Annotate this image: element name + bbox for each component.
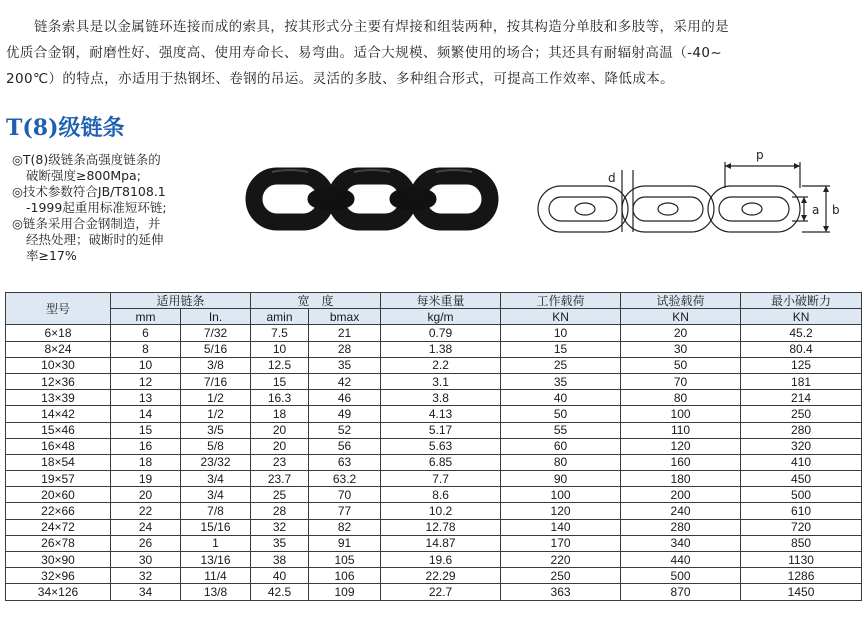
table-cell: 280 xyxy=(621,519,741,535)
table-cell: 220 xyxy=(501,552,621,568)
table-cell: 280 xyxy=(741,422,862,438)
table-cell: 15 xyxy=(501,341,621,357)
table-cell: 13 xyxy=(111,390,181,406)
table-cell: 250 xyxy=(741,406,862,422)
diameter-label: d xyxy=(608,171,616,185)
model-cell: 18×54 xyxy=(6,454,111,470)
table-subheader-row xyxy=(6,309,862,325)
table-row xyxy=(6,471,862,487)
table-cell: 1/2 xyxy=(181,390,251,406)
table-cell: 6.85 xyxy=(381,454,501,470)
table-cell: 125 xyxy=(741,357,862,373)
table-cell: 109 xyxy=(309,584,381,600)
feature-line: 率≥17% xyxy=(26,248,77,263)
table-cell: 240 xyxy=(621,503,741,519)
model-cell: 19×57 xyxy=(6,471,111,487)
outer-width-label: b xyxy=(832,203,840,217)
unit-header: KN xyxy=(501,309,621,325)
model-cell: 22×66 xyxy=(6,503,111,519)
model-cell: 6×18 xyxy=(6,325,111,341)
table-cell: 42 xyxy=(309,373,381,389)
table-cell: 3/8 xyxy=(181,357,251,373)
table-cell: 20 xyxy=(251,422,309,438)
table-cell: 35 xyxy=(251,535,309,551)
table-cell: 1 xyxy=(181,535,251,551)
table-cell: 8 xyxy=(111,341,181,357)
table-row xyxy=(6,535,862,551)
table-cell: 7/32 xyxy=(181,325,251,341)
table-cell: 35 xyxy=(501,373,621,389)
table-cell: 870 xyxy=(621,584,741,600)
table-cell: 500 xyxy=(621,568,741,584)
table-cell: 610 xyxy=(741,503,862,519)
unit-header: In. xyxy=(181,309,251,325)
table-cell: 3/4 xyxy=(181,487,251,503)
table-cell: 1/2 xyxy=(181,406,251,422)
table-cell: 5/16 xyxy=(181,341,251,357)
table-cell: 70 xyxy=(309,487,381,503)
table-cell: 25 xyxy=(251,487,309,503)
table-cell: 10.2 xyxy=(381,503,501,519)
table-cell: 100 xyxy=(621,406,741,422)
col-proof-header: 试验载荷 xyxy=(621,293,741,309)
table-cell: 4.13 xyxy=(381,406,501,422)
model-cell: 26×78 xyxy=(6,535,111,551)
table-cell: 1286 xyxy=(741,568,862,584)
model-cell: 14×42 xyxy=(6,406,111,422)
table-cell: 12.78 xyxy=(381,519,501,535)
table-cell: 363 xyxy=(501,584,621,600)
table-cell: 450 xyxy=(741,471,862,487)
table-cell: 5.63 xyxy=(381,438,501,454)
col-width-header: 宽 度 xyxy=(251,293,381,309)
feature-line: 经热处理；破断时的延伸 xyxy=(26,232,164,247)
table-row xyxy=(6,357,862,373)
table-cell: 7.5 xyxy=(251,325,309,341)
table-cell: 2.2 xyxy=(381,357,501,373)
table-cell: 28 xyxy=(309,341,381,357)
table-row xyxy=(6,438,862,454)
table-cell: 16 xyxy=(111,438,181,454)
table-cell: 14.87 xyxy=(381,535,501,551)
table-cell: 70 xyxy=(621,373,741,389)
intro-line: 优质合金钢，耐磨性好、强度高、使用寿命长、易弯曲。适合大规模、频繁使用的场合；其还具有耐辐射高温（-40~ xyxy=(6,45,723,61)
table-cell: 25 xyxy=(501,357,621,373)
table-row xyxy=(6,503,862,519)
table-header-row xyxy=(6,293,862,309)
table-cell: 32 xyxy=(111,568,181,584)
table-cell: 10 xyxy=(111,357,181,373)
table-cell: 80.4 xyxy=(741,341,862,357)
table-cell: 18 xyxy=(251,406,309,422)
table-cell: 410 xyxy=(741,454,862,470)
table-cell: 440 xyxy=(621,552,741,568)
feature-line: ◎T(8)级链条高强度链条的 xyxy=(12,152,161,167)
table-cell: 120 xyxy=(621,438,741,454)
table-cell: 14 xyxy=(111,406,181,422)
unit-header: amin xyxy=(251,309,309,325)
table-cell: 45.2 xyxy=(741,325,862,341)
chain-dimension-diagram xyxy=(530,146,850,256)
table-cell: 160 xyxy=(621,454,741,470)
table-cell: 3/5 xyxy=(181,422,251,438)
col-model-header: 型号 xyxy=(6,293,111,325)
table-cell: 15 xyxy=(251,373,309,389)
model-cell: 32×96 xyxy=(6,568,111,584)
table-cell: 56 xyxy=(309,438,381,454)
intro-line: 链条索具是以金属链环连接而成的索具，按其形式分主要有焊接和组装两种，按其构造分单肢和多肢等，采用的是 xyxy=(34,19,729,35)
table-cell: 13/16 xyxy=(181,552,251,568)
table-cell: 46 xyxy=(309,390,381,406)
table-row xyxy=(6,584,862,600)
table-cell: 22.29 xyxy=(381,568,501,584)
table-cell: 55 xyxy=(501,422,621,438)
section-title: T(8)级链条 xyxy=(6,115,125,141)
table-cell: 5.17 xyxy=(381,422,501,438)
table-cell: 340 xyxy=(621,535,741,551)
spec-table-body xyxy=(6,325,862,600)
table-row xyxy=(6,341,862,357)
intro-line: 200℃）的特点，亦适用于热钢坯、卷钢的吊运。灵活的多肢、多种组合形式，可提高工作效率、降低成本。 xyxy=(6,71,675,87)
table-cell: 214 xyxy=(741,390,862,406)
table-row xyxy=(6,568,862,584)
table-cell: 40 xyxy=(251,568,309,584)
table-row xyxy=(6,390,862,406)
table-row xyxy=(6,552,862,568)
table-cell: 82 xyxy=(309,519,381,535)
table-cell: 500 xyxy=(741,487,862,503)
table-cell: 140 xyxy=(501,519,621,535)
table-cell: 250 xyxy=(501,568,621,584)
model-cell: 15×46 xyxy=(6,422,111,438)
unit-header: KN xyxy=(741,309,862,325)
model-cell: 24×72 xyxy=(6,519,111,535)
table-cell: 22.7 xyxy=(381,584,501,600)
model-cell: 30×90 xyxy=(6,552,111,568)
table-cell: 7.7 xyxy=(381,471,501,487)
table-row xyxy=(6,325,862,341)
table-row xyxy=(6,406,862,422)
table-cell: 77 xyxy=(309,503,381,519)
table-cell: 0.79 xyxy=(381,325,501,341)
table-cell: 40 xyxy=(501,390,621,406)
chain-photo-image xyxy=(242,164,507,244)
table-cell: 13/8 xyxy=(181,584,251,600)
table-cell: 10 xyxy=(501,325,621,341)
col-weight-header: 每米重量 xyxy=(381,293,501,309)
table-cell: 32 xyxy=(251,519,309,535)
table-cell: 24 xyxy=(111,519,181,535)
feature-line: ◎技术参数符合JB/T8108.1 xyxy=(12,184,166,199)
table-cell: 15 xyxy=(111,422,181,438)
feature-list xyxy=(12,152,232,264)
table-cell: 100 xyxy=(501,487,621,503)
table-cell: 16.3 xyxy=(251,390,309,406)
table-cell: 170 xyxy=(501,535,621,551)
table-cell: 200 xyxy=(621,487,741,503)
table-cell: 850 xyxy=(741,535,862,551)
table-cell: 320 xyxy=(741,438,862,454)
table-cell: 3/4 xyxy=(181,471,251,487)
model-cell: 13×39 xyxy=(6,390,111,406)
table-cell: 8.6 xyxy=(381,487,501,503)
table-cell: 52 xyxy=(309,422,381,438)
table-cell: 20 xyxy=(621,325,741,341)
table-cell: 20 xyxy=(111,487,181,503)
table-cell: 15/16 xyxy=(181,519,251,535)
table-cell: 22 xyxy=(111,503,181,519)
table-cell: 90 xyxy=(501,471,621,487)
table-cell: 30 xyxy=(111,552,181,568)
table-cell: 23.7 xyxy=(251,471,309,487)
unit-header: kg/m xyxy=(381,309,501,325)
table-cell: 3.8 xyxy=(381,390,501,406)
table-cell: 80 xyxy=(501,454,621,470)
table-cell: 11/4 xyxy=(181,568,251,584)
table-cell: 180 xyxy=(621,471,741,487)
col-wll-header: 工作载荷 xyxy=(501,293,621,309)
table-cell: 120 xyxy=(501,503,621,519)
table-cell: 19 xyxy=(111,471,181,487)
table-row xyxy=(6,373,862,389)
model-cell: 34×126 xyxy=(6,584,111,600)
table-cell: 49 xyxy=(309,406,381,422)
table-cell: 63 xyxy=(309,454,381,470)
col-mbf-header: 最小破断力 xyxy=(741,293,862,309)
table-cell: 23/32 xyxy=(181,454,251,470)
model-cell: 10×30 xyxy=(6,357,111,373)
table-row xyxy=(6,519,862,535)
inner-width-label: a xyxy=(812,203,820,217)
table-cell: 5/8 xyxy=(181,438,251,454)
table-cell: 106 xyxy=(309,568,381,584)
table-cell: 34 xyxy=(111,584,181,600)
table-cell: 1450 xyxy=(741,584,862,600)
table-cell: 6 xyxy=(111,325,181,341)
feature-line: -1999起重用标准短环链; xyxy=(26,200,167,215)
table-cell: 7/8 xyxy=(181,503,251,519)
table-cell: 1130 xyxy=(741,552,862,568)
col-chain-header: 适用链条 xyxy=(111,293,251,309)
table-cell: 110 xyxy=(621,422,741,438)
model-cell: 12×36 xyxy=(6,373,111,389)
table-cell: 50 xyxy=(621,357,741,373)
table-cell: 105 xyxy=(309,552,381,568)
table-cell: 63.2 xyxy=(309,471,381,487)
spec-table xyxy=(5,292,862,601)
table-cell: 35 xyxy=(309,357,381,373)
table-cell: 30 xyxy=(621,341,741,357)
unit-header: KN xyxy=(621,309,741,325)
table-cell: 1.38 xyxy=(381,341,501,357)
table-cell: 91 xyxy=(309,535,381,551)
table-cell: 80 xyxy=(621,390,741,406)
table-cell: 28 xyxy=(251,503,309,519)
intro-paragraph xyxy=(6,14,861,92)
model-cell: 16×48 xyxy=(6,438,111,454)
unit-header: bmax xyxy=(309,309,381,325)
table-cell: 60 xyxy=(501,438,621,454)
feature-line: ◎链条采用合金钢制造，并 xyxy=(12,216,161,231)
table-cell: 38 xyxy=(251,552,309,568)
table-cell: 23 xyxy=(251,454,309,470)
pitch-label: p xyxy=(756,148,764,162)
table-cell: 12.5 xyxy=(251,357,309,373)
table-row xyxy=(6,422,862,438)
table-cell: 21 xyxy=(309,325,381,341)
feature-line: 破断强度≥800Mpa; xyxy=(26,168,141,183)
table-cell: 50 xyxy=(501,406,621,422)
table-cell: 720 xyxy=(741,519,862,535)
table-row xyxy=(6,487,862,503)
table-cell: 12 xyxy=(111,373,181,389)
model-cell: 20×60 xyxy=(6,487,111,503)
table-cell: 42.5 xyxy=(251,584,309,600)
table-cell: 19.6 xyxy=(381,552,501,568)
unit-header: mm xyxy=(111,309,181,325)
table-cell: 26 xyxy=(111,535,181,551)
table-cell: 20 xyxy=(251,438,309,454)
table-cell: 7/16 xyxy=(181,373,251,389)
table-cell: 181 xyxy=(741,373,862,389)
model-cell: 8×24 xyxy=(6,341,111,357)
table-cell: 3.1 xyxy=(381,373,501,389)
table-row xyxy=(6,454,862,470)
table-cell: 18 xyxy=(111,454,181,470)
table-cell: 10 xyxy=(251,341,309,357)
